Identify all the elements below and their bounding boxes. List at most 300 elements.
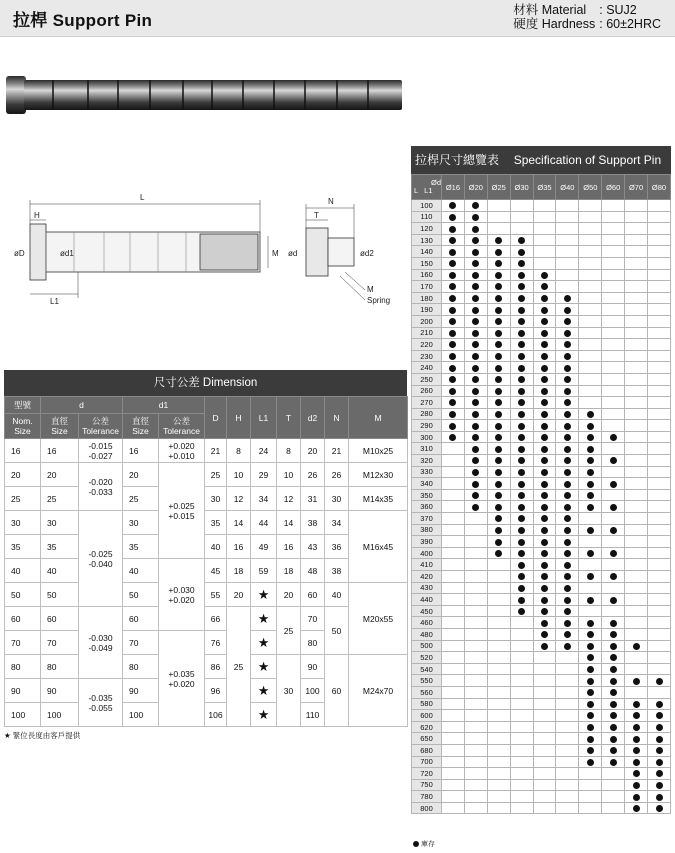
stock-dot-icon — [495, 423, 502, 430]
spec-length-cell: 140 — [412, 246, 442, 258]
stock-dot-icon — [518, 249, 525, 256]
spec-cell — [510, 420, 533, 432]
spec-cell — [602, 269, 625, 281]
spec-cell — [442, 756, 465, 768]
spec-cell — [487, 304, 510, 316]
spec-cell — [464, 698, 487, 710]
stock-dot-icon — [564, 643, 571, 650]
spec-cell — [648, 571, 671, 583]
spec-cell — [464, 315, 487, 327]
spec-cell — [533, 223, 556, 235]
stock-dot-icon — [472, 237, 479, 244]
stock-dot-icon — [495, 237, 502, 244]
stock-dot-icon — [518, 515, 525, 522]
spec-cell — [487, 350, 510, 362]
spec-cell — [487, 246, 510, 258]
spec-cell — [602, 524, 625, 536]
spec-length-cell: 780 — [412, 791, 442, 803]
spec-length-cell: 390 — [412, 536, 442, 548]
table-row: 50 50 50 55 20 ★ 20 60 40 M20x55 — [5, 583, 408, 607]
spec-cell — [464, 559, 487, 571]
spec-cell — [487, 756, 510, 768]
spec-length-cell: 180 — [412, 292, 442, 304]
spec-cell — [602, 547, 625, 559]
spec-cell — [442, 315, 465, 327]
spec-cell — [648, 234, 671, 246]
spec-cell — [648, 710, 671, 722]
spec-cell — [533, 304, 556, 316]
spec-cell — [442, 652, 465, 664]
spec-cell — [464, 605, 487, 617]
spec-cell — [510, 362, 533, 374]
spec-cell — [579, 721, 602, 733]
spec-title-cn: 拉桿尺寸總覽表 — [415, 153, 500, 167]
spec-cell — [625, 350, 648, 362]
spec-cell — [442, 675, 465, 687]
spec-cell — [579, 640, 602, 652]
spec-cell — [625, 779, 648, 791]
spec-row — [412, 478, 671, 490]
stock-dot-icon — [518, 295, 525, 302]
spec-cell — [602, 362, 625, 374]
stock-dot-icon — [587, 457, 594, 464]
spec-cell — [556, 791, 579, 803]
stock-dot-icon — [495, 388, 502, 395]
spec-cell — [579, 559, 602, 571]
spec-cell — [579, 385, 602, 397]
stock-dot-icon — [541, 365, 548, 372]
spec-row — [412, 768, 671, 780]
stock-dot-icon — [656, 712, 663, 719]
spec-cell — [510, 455, 533, 467]
dim-d: ød — [288, 249, 298, 258]
stock-dot-icon — [541, 643, 548, 650]
dim-M: M — [272, 249, 279, 258]
spec-row — [412, 791, 671, 803]
spec-cell — [487, 292, 510, 304]
dim-d1: ød1 — [60, 249, 74, 258]
spec-length-cell: 260 — [412, 385, 442, 397]
stock-dot-icon — [541, 446, 548, 453]
stock-dot-icon — [518, 341, 525, 348]
spec-cell — [648, 489, 671, 501]
spec-cell — [442, 698, 465, 710]
spec-cell — [464, 304, 487, 316]
spec-cell — [464, 524, 487, 536]
spec-cell — [602, 675, 625, 687]
spec-cell — [648, 362, 671, 374]
spec-cell — [556, 466, 579, 478]
spec-cell — [579, 408, 602, 420]
spec-cell — [648, 628, 671, 640]
spec-cell — [442, 779, 465, 791]
hdr-size: 直徑 Size — [41, 414, 79, 439]
spec-cell — [533, 779, 556, 791]
stock-dot-icon — [472, 388, 479, 395]
spec-col-header: Ø16 — [442, 175, 465, 200]
spec-cell — [464, 756, 487, 768]
spec-cell — [602, 768, 625, 780]
spec-length-cell: 290 — [412, 420, 442, 432]
spec-cell — [464, 200, 487, 212]
spec-cell — [648, 478, 671, 490]
spec-cell — [533, 234, 556, 246]
spec-cell — [464, 513, 487, 525]
stock-dot-icon — [495, 283, 502, 290]
material-label: 材料 Material — [513, 3, 587, 17]
spec-cell — [464, 373, 487, 385]
spec-cell — [487, 791, 510, 803]
stock-dot-icon — [610, 527, 617, 534]
spec-cell — [579, 686, 602, 698]
spec-row — [412, 373, 671, 385]
spec-cell — [510, 594, 533, 606]
spec-cell — [510, 489, 533, 501]
spec-cell — [556, 571, 579, 583]
spec-cell — [648, 675, 671, 687]
dim-M2: M — [367, 285, 374, 294]
spec-cell — [625, 455, 648, 467]
spec-length-cell: 230 — [412, 350, 442, 362]
spec-cell — [464, 571, 487, 583]
stock-dot-icon — [610, 701, 617, 708]
spec-length-cell: 270 — [412, 397, 442, 409]
spec-cell — [648, 663, 671, 675]
spec-cell — [579, 443, 602, 455]
spec-cell — [510, 605, 533, 617]
stock-dot-icon — [633, 794, 640, 801]
spec-cell — [510, 246, 533, 258]
spec-cell — [648, 420, 671, 432]
spec-cell — [464, 710, 487, 722]
spec-cell — [442, 536, 465, 548]
spec-cell — [487, 420, 510, 432]
stock-dot-icon — [518, 434, 525, 441]
stock-dot-icon — [449, 399, 456, 406]
spec-cell — [602, 571, 625, 583]
spec-cell — [487, 698, 510, 710]
spec-cell — [625, 768, 648, 780]
spec-cell — [579, 304, 602, 316]
spec-cell — [579, 779, 602, 791]
spec-cell — [602, 223, 625, 235]
stock-dot-icon — [656, 759, 663, 766]
stock-dot-icon — [564, 608, 571, 615]
spec-cell — [556, 246, 579, 258]
page-title: 拉桿 Support Pin — [13, 11, 153, 30]
spec-title-en: Specification of Support Pin — [513, 153, 662, 167]
spec-cell — [579, 466, 602, 478]
hdr-N: N — [325, 397, 349, 439]
spec-cell — [579, 234, 602, 246]
spec-row — [412, 339, 671, 351]
spec-cell — [602, 431, 625, 443]
spec-cell — [487, 269, 510, 281]
spec-cell — [556, 455, 579, 467]
spec-cell — [579, 223, 602, 235]
spec-cell — [648, 385, 671, 397]
spec-cell — [602, 339, 625, 351]
spec-cell — [442, 744, 465, 756]
spec-cell — [442, 408, 465, 420]
spec-cell — [533, 292, 556, 304]
stock-dot-icon — [564, 376, 571, 383]
stock-dot-icon — [587, 747, 594, 754]
spec-cell — [602, 234, 625, 246]
technical-drawing — [0, 176, 410, 326]
spec-cell — [487, 710, 510, 722]
spec-cell — [625, 698, 648, 710]
stock-dot-icon — [587, 434, 594, 441]
spec-cell — [556, 223, 579, 235]
spec-cell — [648, 547, 671, 559]
stock-dot-icon — [472, 492, 479, 499]
stock-dot-icon — [495, 504, 502, 511]
spec-col-header: Ø40 — [556, 175, 579, 200]
spec-cell — [648, 350, 671, 362]
legend — [413, 839, 435, 849]
spec-cell — [533, 200, 556, 212]
spec-cell — [510, 315, 533, 327]
footnote: ★ 緊位長度由客戶提供 — [4, 731, 81, 740]
spec-cell — [602, 211, 625, 223]
spec-cell — [464, 269, 487, 281]
spec-cell — [602, 605, 625, 617]
spec-cell — [533, 431, 556, 443]
spec-cell — [579, 246, 602, 258]
spec-cell — [556, 200, 579, 212]
page-header — [0, 0, 675, 37]
hdr-nom: Nom. Size — [5, 414, 41, 439]
stock-dot-icon — [610, 689, 617, 696]
spec-cell — [510, 443, 533, 455]
spec-cell — [556, 652, 579, 664]
stock-dot-icon — [587, 654, 594, 661]
spec-row — [412, 802, 671, 814]
spec-cell — [602, 733, 625, 745]
stock-dot-icon — [587, 446, 594, 453]
stock-dot-icon — [495, 446, 502, 453]
spec-row — [412, 524, 671, 536]
spec-cell — [556, 211, 579, 223]
spec-cell — [464, 791, 487, 803]
spec-cell — [579, 315, 602, 327]
spec-cell — [442, 455, 465, 467]
spec-cell — [625, 443, 648, 455]
spec-cell — [625, 246, 648, 258]
stock-dot-icon — [610, 678, 617, 685]
spec-row — [412, 571, 671, 583]
spec-cell — [442, 211, 465, 223]
spec-row — [412, 721, 671, 733]
spec-cell — [556, 350, 579, 362]
dim-T: T — [314, 211, 319, 220]
spec-length-cell: 800 — [412, 802, 442, 814]
stock-dot-icon — [587, 469, 594, 476]
spec-cell — [625, 640, 648, 652]
stock-dot-icon — [564, 388, 571, 395]
hdr-model: 型號 — [5, 397, 41, 414]
stock-dot-icon — [610, 457, 617, 464]
spec-cell — [464, 408, 487, 420]
stock-dot-icon — [610, 654, 617, 661]
spec-cell — [648, 373, 671, 385]
stock-dot-icon — [495, 376, 502, 383]
spec-cell — [579, 802, 602, 814]
spec-cell — [464, 547, 487, 559]
hdr-D: D — [205, 397, 227, 439]
stock-dot-icon — [495, 527, 502, 534]
spec-cell — [487, 744, 510, 756]
spec-cell — [487, 489, 510, 501]
spec-length-cell: 310 — [412, 443, 442, 455]
spec-cell — [442, 768, 465, 780]
stock-dot-icon — [541, 283, 548, 290]
stock-dot-icon — [587, 666, 594, 673]
spec-cell — [579, 791, 602, 803]
spec-cell — [625, 571, 648, 583]
stock-dot-icon — [656, 805, 663, 812]
spec-row — [412, 234, 671, 246]
spec-cell — [533, 489, 556, 501]
stock-dot-icon — [610, 550, 617, 557]
spec-cell — [579, 744, 602, 756]
spec-length-cell: 460 — [412, 617, 442, 629]
spec-cell — [648, 686, 671, 698]
spec-cell — [579, 571, 602, 583]
stock-dot-icon — [472, 341, 479, 348]
spec-cell — [625, 559, 648, 571]
spec-cell — [464, 211, 487, 223]
spec-cell — [602, 200, 625, 212]
spec-length-cell: 280 — [412, 408, 442, 420]
stock-dot-icon — [541, 423, 548, 430]
dim-spring: Spring — [367, 296, 391, 305]
spec-cell — [442, 571, 465, 583]
stock-dot-icon — [656, 724, 663, 731]
stock-dot-icon — [495, 295, 502, 302]
stock-dot-icon — [449, 411, 456, 418]
spec-row — [412, 211, 671, 223]
stock-dot-icon — [564, 504, 571, 511]
hdr-L1: L1 — [251, 397, 277, 439]
spec-cell — [625, 802, 648, 814]
support-pin-photo — [0, 70, 410, 120]
spec-cell — [579, 698, 602, 710]
spec-cell — [602, 246, 625, 258]
spec-cell — [442, 710, 465, 722]
stock-dot-icon — [495, 515, 502, 522]
spec-cell — [648, 524, 671, 536]
spec-cell — [602, 582, 625, 594]
spec-cell — [625, 524, 648, 536]
spec-cell — [487, 397, 510, 409]
spec-cell — [602, 292, 625, 304]
spec-cell — [442, 547, 465, 559]
stock-dot-icon — [541, 597, 548, 604]
spec-cell — [487, 339, 510, 351]
spec-cell — [602, 489, 625, 501]
stock-dot-icon — [472, 214, 479, 221]
spec-row — [412, 350, 671, 362]
hdr-M: M — [349, 397, 408, 439]
spec-cell — [648, 408, 671, 420]
spec-cell — [533, 582, 556, 594]
stock-dot-icon — [495, 341, 502, 348]
stock-dot-icon — [495, 365, 502, 372]
spec-cell — [625, 617, 648, 629]
spec-cell — [487, 686, 510, 698]
stock-dot-icon — [541, 388, 548, 395]
spec-table — [411, 146, 671, 814]
spec-cell — [487, 362, 510, 374]
spec-length-cell: 650 — [412, 733, 442, 745]
spec-cell — [556, 362, 579, 374]
stock-dot-icon — [472, 446, 479, 453]
stock-dot-icon — [449, 330, 456, 337]
stock-dot-icon — [518, 423, 525, 430]
stock-dot-icon — [541, 434, 548, 441]
spec-cell — [510, 385, 533, 397]
spec-cell — [442, 605, 465, 617]
spec-cell — [556, 420, 579, 432]
spec-cell — [464, 802, 487, 814]
stock-dot-icon — [472, 411, 479, 418]
stock-dot-icon — [564, 353, 571, 360]
spec-cell — [556, 327, 579, 339]
spec-cell — [602, 698, 625, 710]
spec-cell — [602, 385, 625, 397]
spec-length-cell: 110 — [412, 211, 442, 223]
spec-cell — [579, 489, 602, 501]
spec-cell — [487, 571, 510, 583]
spec-cell — [556, 385, 579, 397]
stock-dot-icon — [449, 202, 456, 209]
spec-length-cell: 370 — [412, 513, 442, 525]
stock-dot-icon — [518, 562, 525, 569]
spec-row — [412, 501, 671, 513]
spec-cell — [510, 478, 533, 490]
stock-dot-icon — [518, 283, 525, 290]
corner-d-label: Ød — [430, 178, 441, 187]
stock-dot-icon — [472, 504, 479, 511]
stock-dot-icon — [610, 573, 617, 580]
spec-cell — [625, 304, 648, 316]
stock-dot-icon — [495, 550, 502, 557]
spec-cell — [602, 373, 625, 385]
spec-cell — [464, 292, 487, 304]
stock-dot-icon — [518, 457, 525, 464]
stock-dot-icon — [495, 481, 502, 488]
spec-cell — [510, 559, 533, 571]
spec-cell — [625, 211, 648, 223]
stock-dot-icon — [518, 504, 525, 511]
spec-cell — [487, 466, 510, 478]
stock-dot-icon — [541, 585, 548, 592]
spec-col-header: Ø30 — [510, 175, 533, 200]
spec-length-cell: 430 — [412, 582, 442, 594]
spec-row — [412, 640, 671, 652]
spec-cell — [487, 223, 510, 235]
spec-cell — [648, 802, 671, 814]
spec-row — [412, 663, 671, 675]
stock-dot-icon — [541, 562, 548, 569]
spec-cell — [442, 431, 465, 443]
spec-cell — [602, 478, 625, 490]
spec-col-header: Ø50 — [579, 175, 602, 200]
spec-cell — [487, 675, 510, 687]
spec-cell — [510, 211, 533, 223]
